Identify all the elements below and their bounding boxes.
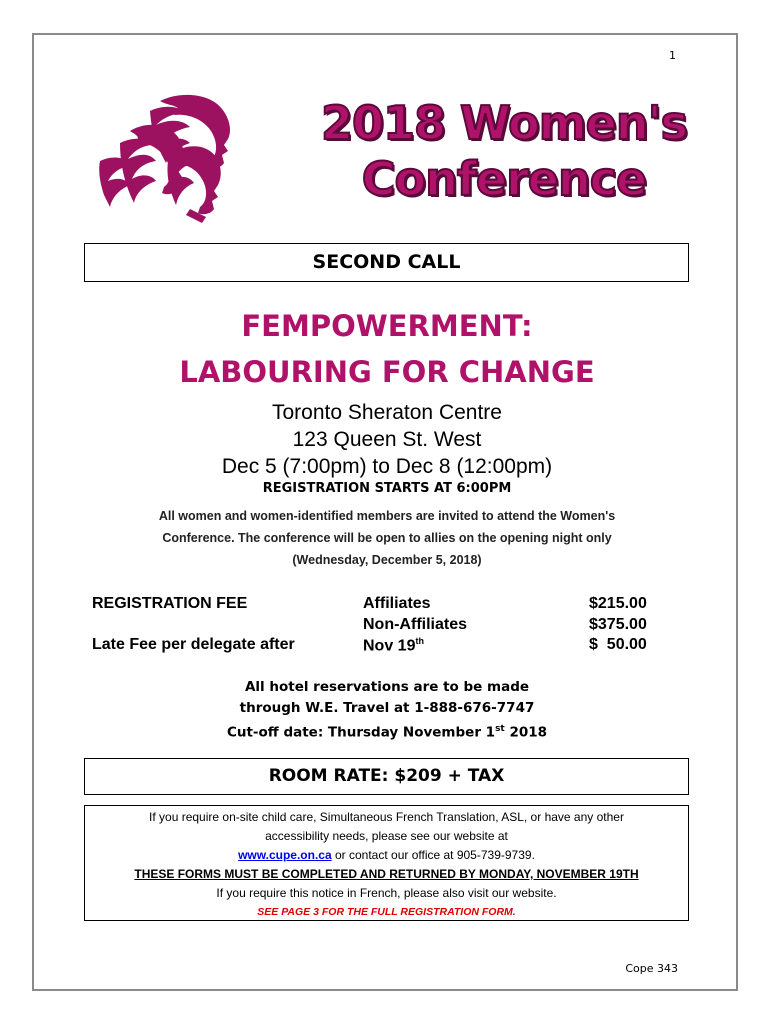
title-line-1: 2018 Women's: [320, 96, 688, 150]
affiliates-label: Affiliates: [363, 595, 431, 612]
accessibility-info-box: [84, 805, 689, 921]
cupe-website-link[interactable]: www.cupe.on.ca: [238, 848, 332, 862]
invitation-line-2: Conference. The conference will be open to allies on the opening night only: [162, 531, 612, 545]
late-fee-date: Nov 19th: [363, 636, 424, 655]
theme-line-2: LABOURING FOR CHANGE: [179, 355, 595, 389]
title-line-2: Conference: [361, 152, 647, 206]
venue-dates: Dec 5 (7:00pm) to Dec 8 (12:00pm): [221, 455, 553, 478]
womens-faces-logo-icon: [90, 91, 250, 231]
invitation-line-1: All women and women-identified members are invited to attend the Women's: [158, 509, 616, 523]
see-page-notice: SEE PAGE 3 FOR THE FULL REGISTRATION FORM.: [257, 906, 516, 918]
theme-line-1: FEMPOWERMENT:: [241, 309, 533, 343]
late-fee-label: Late Fee per delegate after: [92, 636, 295, 653]
conference-title: [289, 95, 719, 207]
hotel-line-1: All hotel reservations are to be made: [244, 679, 530, 695]
late-fee-date-suffix: th: [415, 636, 424, 646]
info-line-3: www.cupe.on.ca or contact our office at 905-739-9739.: [238, 848, 535, 862]
room-rate-banner: ROOM RATE: $209 + TAX: [84, 758, 689, 795]
venue-address: 123 Queen St. West: [292, 428, 482, 451]
footer-code: Cope 343: [625, 962, 678, 975]
second-call-banner: SECOND CALL: [84, 243, 689, 282]
hotel-cutoff: Cut-off date: Thursday November 1st 2018: [226, 724, 548, 741]
affiliates-amount: $215.00: [589, 595, 647, 612]
late-fee-amount: $ 50.00: [589, 636, 647, 653]
hotel-reservation-note: [94, 677, 680, 744]
registration-start-time: REGISTRATION STARTS AT 6:00PM: [262, 481, 512, 496]
registration-fee-label: REGISTRATION FEE: [92, 595, 248, 612]
info-line-2: accessibility needs, please see our website at: [265, 829, 508, 843]
info-line-1: If you require on-site child care, Simultaneous French Translation, ASL, or have any other: [149, 810, 624, 824]
french-notice: If you require this notice in French, please also visit our website.: [216, 886, 557, 900]
document-page: [32, 33, 738, 991]
invitation-line-3: (Wednesday, December 5, 2018): [292, 553, 482, 567]
hotel-line-2: through W.E. Travel at 1-888-676-7747: [239, 700, 535, 716]
conference-theme: [94, 303, 680, 395]
invitation-text: [114, 505, 660, 571]
venue-block: [94, 399, 680, 480]
venue-name: Toronto Sheraton Centre: [272, 401, 502, 424]
page-number: 1: [669, 49, 676, 62]
form-deadline: THESE FORMS MUST BE COMPLETED AND RETURNED BY MONDAY, NOVEMBER 19TH: [134, 867, 639, 881]
non-affiliates-amount: $375.00: [589, 616, 647, 633]
non-affiliates-label: Non-Affiliates: [363, 616, 467, 633]
